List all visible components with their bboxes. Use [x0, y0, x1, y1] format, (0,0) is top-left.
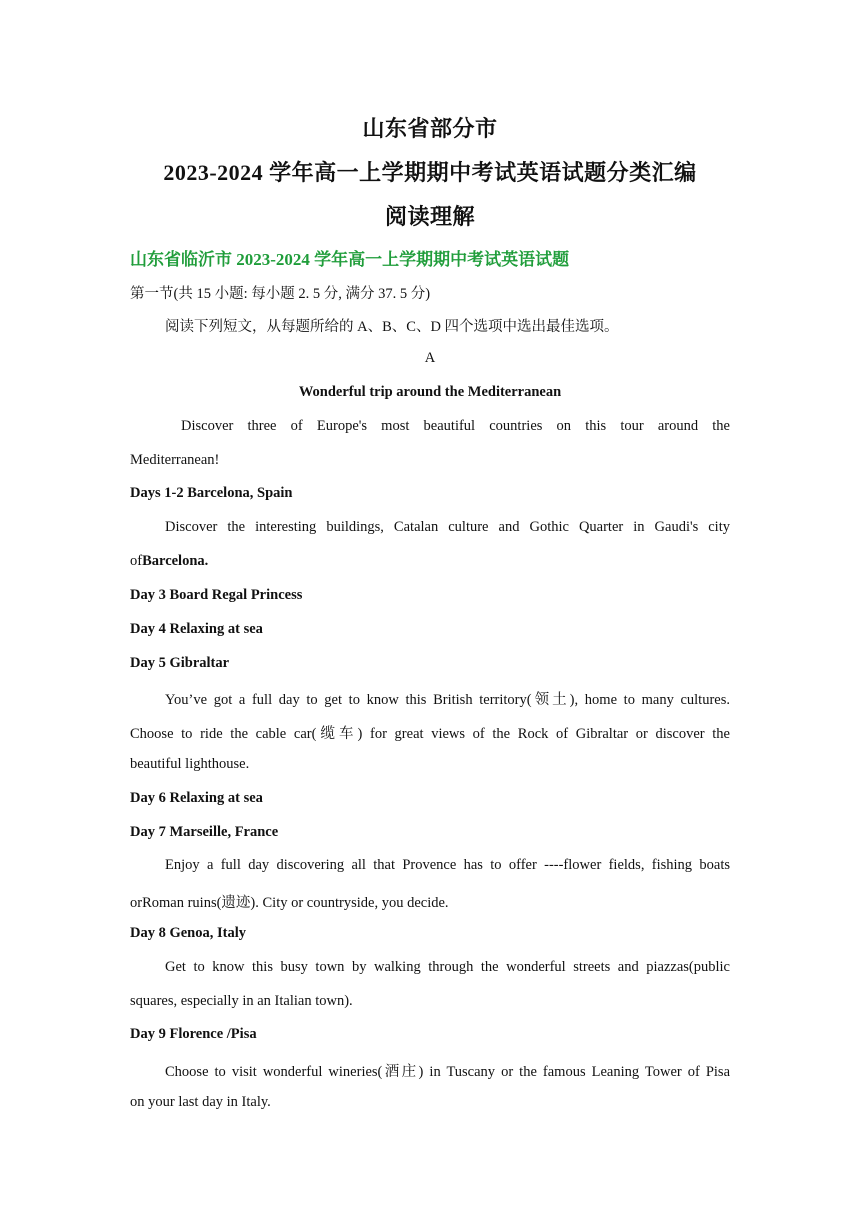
- day-heading: Day 3 Board Regal Princess: [130, 587, 303, 603]
- instruction-text: 阅读下列短文，从每题所给的 A、B、C、D 四个选项中选出最佳选项。: [165, 319, 619, 335]
- day-text-line: Choose to ride the cable car(缆车) for great views of the Rock of Gibraltar or discover the: [130, 726, 730, 742]
- day-heading: Days 1-2 Barcelona, Spain: [130, 485, 293, 501]
- day-text-line: squares, especially in an Italian town).: [130, 993, 353, 1009]
- passage-title: Wonderful trip around the Mediterranean: [298, 384, 562, 400]
- day-heading: Day 9 Florence /Pisa: [130, 1026, 257, 1042]
- passage-letter: A: [424, 350, 436, 366]
- day-heading: Day 6 Relaxing at sea: [130, 790, 263, 806]
- doc-title-section: 阅读理解: [384, 204, 475, 229]
- doc-title-region: 山东省部分市: [362, 116, 498, 141]
- day-text-line: Get to know this busy town by walking through the wonderful streets and piazzas(public: [165, 959, 730, 975]
- day-text-line: Choose to visit wonderful wineries(酒庄) in Tuscany or the famous Leaning Tower of Pisa: [165, 1064, 730, 1080]
- doc-title-main: 2023-2024 学年高一上学期期中考试英语试题分类汇编: [163, 160, 697, 185]
- day-text-line: orRoman ruins(遗迹). City or countryside, you decide.: [130, 895, 449, 911]
- day-heading: Day 8 Genoa, Italy: [130, 925, 246, 941]
- day-heading: Day 4 Relaxing at sea: [130, 621, 263, 637]
- day-text-line: Enjoy a full day discovering all that Provence has to offer ----flower fields, fishing boats: [165, 857, 730, 873]
- day-text-prefix: of: [130, 553, 143, 569]
- section-info: 第一节(共 15 小题: 每小题 2. 5 分, 满分 37. 5 分): [130, 286, 431, 302]
- intro-line-2: Mediterranean!: [130, 452, 220, 468]
- day-heading: Day 5 Gibraltar: [130, 655, 230, 671]
- day-text-bold: Barcelona.: [142, 553, 209, 569]
- day-text-line: You’ve got a full day to get to know this British territory(领土), home to many cultures.: [165, 692, 730, 708]
- day-text-line: beautiful lighthouse.: [130, 756, 250, 772]
- day-heading: Day 7 Marseille, France: [130, 824, 279, 840]
- day-text-line: [130, 553, 730, 570]
- intro-line-1: Discover three of Europe's most beautiful countries on this tour around the: [181, 418, 730, 434]
- day-text-line: Discover the interesting buildings, Catalan culture and Gothic Quarter in Gaudi's city: [165, 519, 730, 535]
- source-heading: 山东省临沂市 2023-2024 学年高一上学期期中考试英语试题: [130, 250, 570, 269]
- day-text-line: on your last day in Italy.: [130, 1094, 271, 1110]
